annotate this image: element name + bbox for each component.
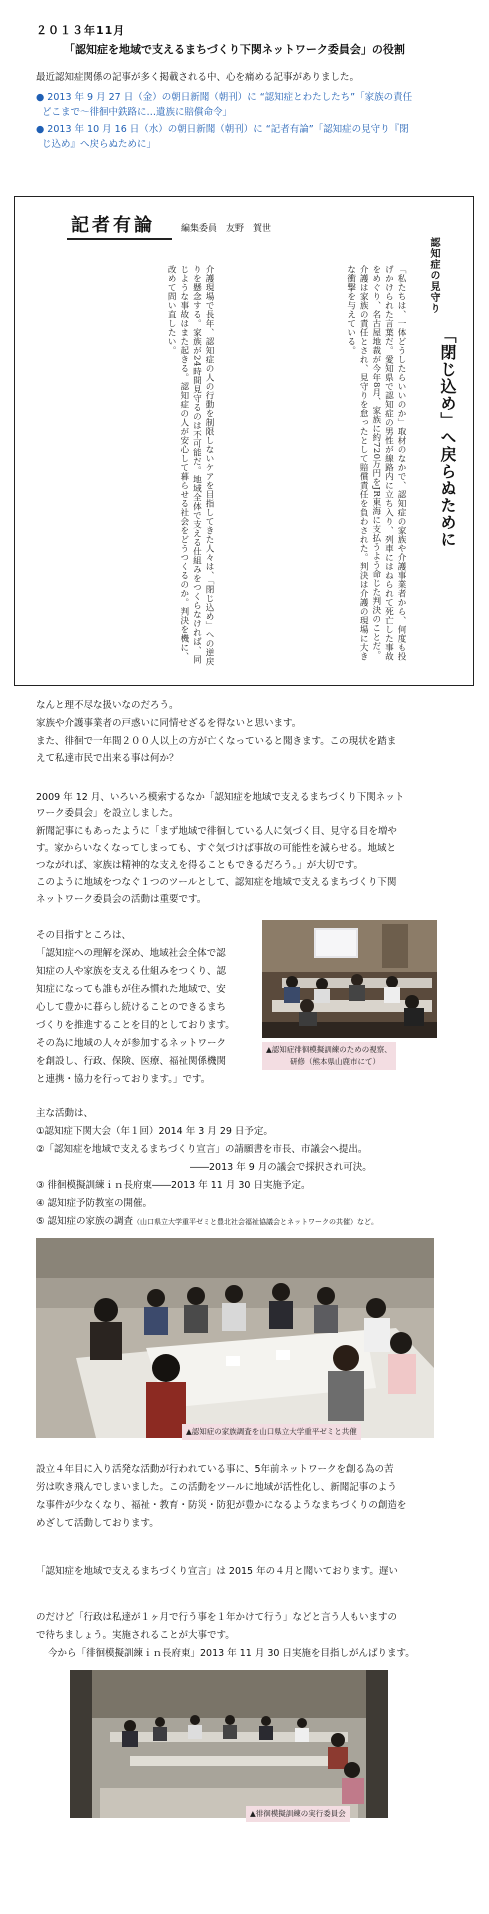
family-survey-photo-caption: ▲認知症の家族調査を山口県立大学重平ゼミと共催 [182, 1424, 361, 1440]
body2-line-1: 2009 年 12 月、いろいろ模索するなか「認知症を地域で支えるまちづくり下関ネット [36, 792, 405, 803]
body2-line-2: ワーク委員会」を設立しました。 [36, 808, 179, 819]
activity-item-1: ①認知症下関大会（年１回）2014 年 3 月 29 日予定。 [36, 1126, 273, 1137]
clipping-column-name: 記者有論 [71, 215, 155, 236]
purpose-line-5: づくりを推進することを目的としております。 [36, 1020, 235, 1031]
body2-line-7: ネットワーク委員会の活動は重要です。 [36, 894, 207, 905]
activity-item-3: ③ 徘徊模擬訓練ｉｎ長府東――2013 年 11 月 30 日実施予定。 [36, 1180, 311, 1191]
body4-line-3: で待ちましょう。実施されることが大事です。 [36, 1630, 235, 1641]
purpose-line-2: 知症の人や家族を支える仕組みをつくり、認 [36, 966, 227, 977]
activity-item-2-note: ――2013 年 9 月の議会で採択され可決。 [190, 1162, 372, 1173]
intro-text: 最近認知症関係の記事が多く掲載される中、心を痛める記事がありました。 [36, 72, 360, 83]
body1-line-1: なんと理不尽な扱いなのだろう。 [36, 700, 179, 711]
clipping-editor: 編集委員 友野 賀世 [181, 224, 272, 234]
body4-line-1: 「認知症を地域で支えるまちづくり宣言」は 2015 年の４月と聞いております。遅い [36, 1566, 398, 1577]
body2-line-4: す。家からいなくなってしまっても、すぐ気づけば事故の可能性を減らせる。地域と [36, 843, 396, 854]
body3-line-2: 労は吹き飛んでしまいました。この活動をツールに地域が活性化し、新聞記事のよう [36, 1482, 397, 1493]
intro-bullet-2-cont: じ込め』へ戻らぬために」 [42, 139, 157, 150]
committee-photo-caption: ▲徘徊模擬訓練の実行委員会 [246, 1806, 350, 1822]
activity-item-5 [36, 1214, 378, 1230]
clipping-body-left: 介護現場で長年、認知症の人の行動を制限しないケアを目指してきた人々は、「閉じ込め」への逆戻りを懸念する。家族が24時間見守るのは不可能だ。地域全体で支える仕組みをつくらなければ、同じような事故はまた起きる。認知症の人が安心して暮らせる社会をどうつくるのか。判決を機に、改めて問い直したい。 [166, 265, 214, 666]
activity-item-5-detail: （山口県立大学重平ゼミと豊北社会福祉協議会とネットワークの共催）など。 [133, 1218, 379, 1226]
purpose-line-8: と連携・協力を行っております。」です。 [36, 1074, 211, 1085]
newspaper-clipping [14, 196, 474, 686]
seminar-caption-line-2: 研修（熊本県山鹿市にて） [290, 1057, 380, 1066]
body1-line-4: えて私達市民で出来る事は何か？ [36, 753, 179, 764]
body2-line-3: 新聞記事にもあったように「まず地域で徘徊している人に気づく目、見守る目を増や [36, 826, 397, 837]
activity-item-5-label: ⑤ 認知症の家族の調査 [36, 1216, 134, 1227]
body4-line-2: のだけど「行政は私達が１ヶ月で行う事を１年かけて行う」などと言う人もいますの [36, 1612, 398, 1623]
family-survey-photo [36, 1238, 434, 1438]
purpose-heading: その目指すところは、 [36, 930, 132, 941]
clipping-body-right: 「私たちは、一体どうしたらいいのか」取材のなかで、認知症の家族や介護事業者から、何度も投げかけられた言葉だ。愛知県で認知症の男性が線路内に立ち入り、列車にはねられて死亡した事故をめぐり、名古屋地裁が今年8月、家族に約720万円をJR東海に支払うよう命じた判決のことだ。介護は家族の責任とされ、見守りを怠ったとして賠償責任を負わされた。判決は介護の現場に大きな衝撃を与えている。 [345, 265, 406, 661]
body3-line-1: 設立４年目に入り活発な活動が行われている事に、5年前ネットワークを創る為の苦 [36, 1464, 394, 1475]
intro-bullet-2: ● 2013 年 10 月 16 日（水）の朝日新聞（朝刊）に “記者有論”「認知症の見守り『閉 [36, 124, 409, 135]
purpose-line-3: 知症になっても誰もが住み慣れた地域で、安 [36, 984, 226, 995]
body1-line-3: また、徘徊で一年間２００人以上の方が亡くなっていると聞きます。この現状を踏ま [36, 736, 397, 747]
intro-bullet-1-cont: どこまで〜徘徊中鉄路に…遺族に賠償命令」 [42, 107, 233, 118]
purpose-line-4: 心して豊かに暮らし続けることのできるまち [36, 1002, 227, 1013]
seminar-photo [262, 920, 437, 1038]
purpose-line-6: その為に地域の人々が参加するネットワーク [36, 1038, 227, 1049]
clipping-headline: 「閉じ込め」へ戻らぬために [438, 327, 457, 548]
document-date: ２０１３年11月 [36, 24, 126, 37]
body2-line-6: このように地域をつなぐ１つのツールとして、認知症を地域で支えるまちづくり下関 [36, 877, 397, 888]
body1-line-2: 家族や介護事業者の戸惑いに同情せざるを得ないと思います。 [36, 718, 302, 729]
body4-line-4: 今から「徘徊模擬訓練ｉｎ長府東」2013 年 11 月 30 日実施を目指しがんばります。 [48, 1648, 415, 1659]
committee-photo [70, 1670, 388, 1818]
body3-line-4: めざして活動しております。 [36, 1518, 159, 1529]
clipping-title-rule [67, 238, 172, 240]
activity-item-4: ④ 認知症予防教室の開催。 [36, 1198, 153, 1209]
intro-bullet-1: ● 2013 年 9 月 27 日（金）の朝日新聞（朝刊）に “認知症とわたしたち”「家族の責任 [36, 92, 413, 103]
body2-line-5: つながれば、家族は精神的な支えを得ることもできるだろう。」が大切です。 [36, 860, 363, 871]
document-title: 「認知症を地域で支えるまちづくり下関ネットワーク委員会」の役割 [64, 43, 405, 56]
activity-item-2: ②「認知症を地域で支えるまちづくり宣言」の請願書を市長、市議会へ提出。 [36, 1144, 368, 1155]
clipping-series: 認知症の見守り [428, 237, 439, 314]
body3-line-3: な事件が少なくなり、福祉・教育・防災・防犯が豊かになるようなまちづくりの創造を [36, 1500, 407, 1511]
seminar-photo-caption [262, 1042, 396, 1070]
purpose-line-1: 「認知症への理解を深め、地域社会全体で認 [36, 948, 226, 959]
purpose-line-7: を創設し、行政、保険、医療、福祉関係機関 [36, 1056, 227, 1067]
activities-heading: 主な活動は、 [36, 1108, 94, 1119]
seminar-caption-line-1: ▲認知症徘徊模擬訓練のための視察、 [266, 1045, 392, 1054]
